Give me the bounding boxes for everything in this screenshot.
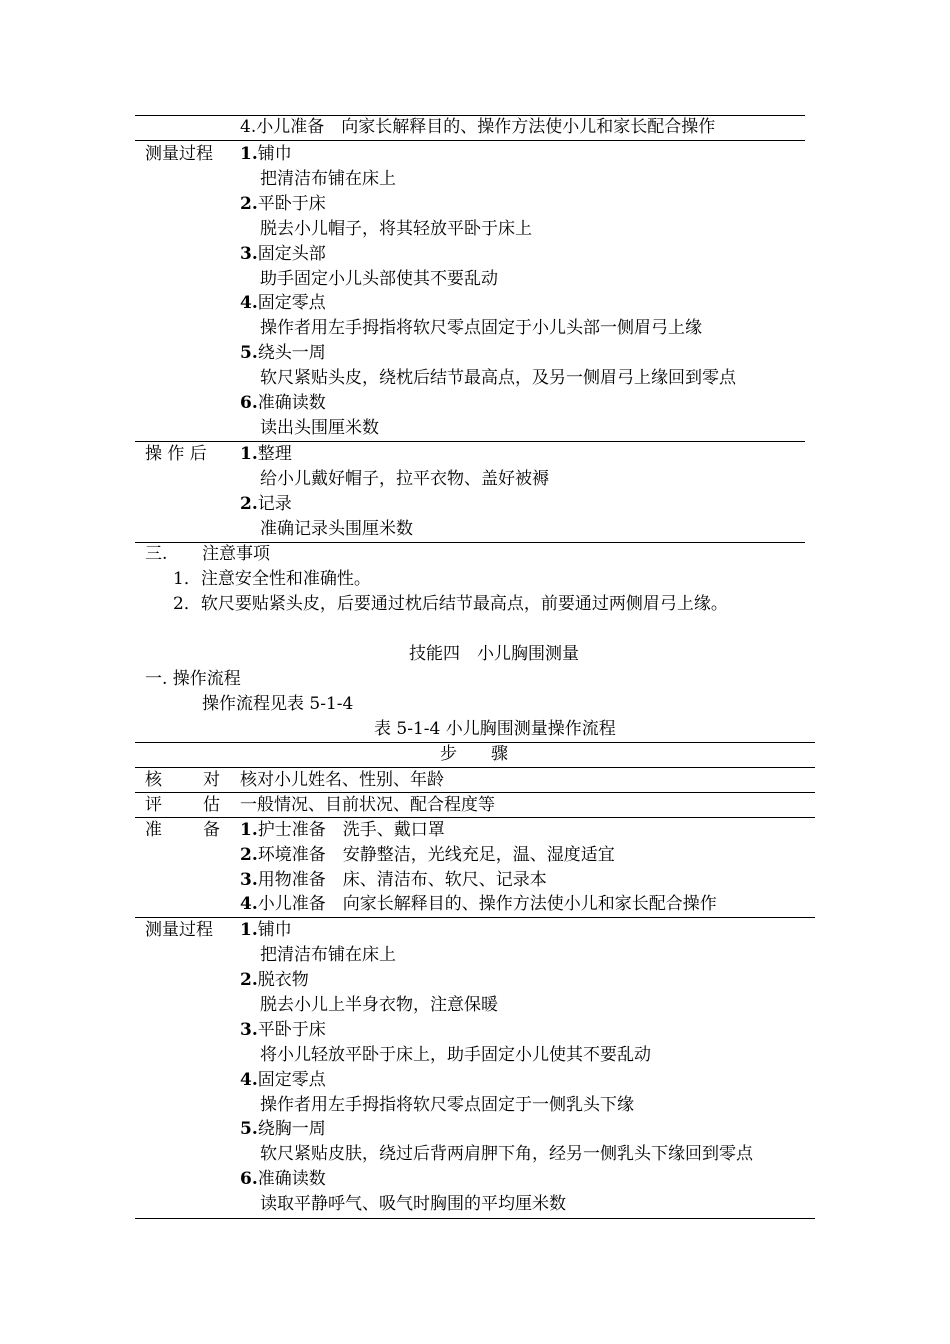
chest-step-2-title: 2.脱衣物 (240, 970, 309, 990)
prepare-item-2: 2.环境准备 安静整洁，光线充足，温、湿度适宜 (240, 845, 615, 865)
row-divider (135, 140, 805, 141)
chest-step-1-detail: 把清洁布铺在床上 (260, 945, 396, 965)
after-step-1-title: 1.整理 (240, 444, 292, 464)
table-caption: 表 5-1-4 小儿胸围测量操作流程 (374, 719, 616, 739)
row-label-prepare-a: 准 (145, 820, 162, 840)
table2-bottom-rule (135, 1218, 815, 1219)
row-label-measure: 测量过程 (145, 144, 213, 164)
prep-item-4: 4.小儿准备 向家长解释目的、操作方法使小儿和家长配合操作 (240, 117, 716, 137)
table2-header: 步 骤 (440, 744, 508, 764)
prepare-item-1: 1.护士准备 洗手、戴口罩 (240, 820, 445, 840)
chest-step-3-detail: 将小儿轻放平卧于床上，助手固定小儿使其不要乱动 (260, 1045, 651, 1065)
measure-step-4-title: 4.固定零点 (240, 293, 326, 313)
row-divider (135, 917, 815, 918)
measure-step-3-title: 3.固定头部 (240, 244, 326, 264)
measure-step-3-detail: 助手固定小儿头部使其不要乱动 (260, 269, 498, 289)
notes-heading: 注意事项 (202, 544, 270, 564)
sub-heading: 一. 操作流程 (145, 669, 241, 689)
chest-step-3-title: 3.平卧于床 (240, 1020, 326, 1040)
chest-step-5-detail: 软尺紧贴皮肤，绕过后背两肩胛下角，经另一侧乳头下缘回到零点 (260, 1144, 753, 1164)
measure-step-2-title: 2.平卧于床 (240, 194, 326, 214)
row-label-measure-2: 测量过程 (145, 920, 213, 940)
row-label-prepare-b: 备 (203, 820, 220, 840)
row-label-assess-b: 估 (203, 795, 220, 815)
notes-heading-number: 三. (145, 544, 168, 564)
measure-step-5-detail: 软尺紧贴头皮，绕枕后结节最高点，及另一侧眉弓上缘回到零点 (260, 368, 736, 388)
sub-text: 操作流程见表 5-1-4 (202, 694, 354, 714)
chest-step-6-title: 6.准确读数 (240, 1169, 326, 1189)
after-step-1-detail: 给小儿戴好帽子，拉平衣物、盖好被褥 (260, 469, 549, 489)
chest-step-6-detail: 读取平静呼气、吸气时胸围的平均厘米数 (260, 1194, 566, 1214)
row-divider (135, 441, 805, 442)
measure-step-6-title: 6.准确读数 (240, 393, 326, 413)
measure-step-2-detail: 脱去小儿帽子，将其轻放平卧于床上 (260, 219, 532, 239)
row-label-after: 操 作 后 (145, 444, 207, 464)
measure-step-5-title: 5.绕头一周 (240, 343, 326, 363)
after-step-2-title: 2.记录 (240, 494, 292, 514)
chest-step-5-title: 5.绕胸一周 (240, 1119, 326, 1139)
assess-text: 一般情况、目前状况、配合程度等 (240, 795, 495, 815)
chest-step-4-detail: 操作者用左手拇指将软尺零点固定于一侧乳头下缘 (260, 1095, 634, 1115)
measure-step-1-detail: 把清洁布铺在床上 (260, 169, 396, 189)
note-item-2: 2．软尺要贴紧头皮，后要通过枕后结节最高点，前要通过两侧眉弓上缘。 (173, 594, 728, 614)
row-divider (135, 817, 815, 818)
note-item-1: 1．注意安全性和准确性。 (173, 569, 371, 589)
row-label-check-a: 核 (145, 770, 162, 790)
table2-header-rule (135, 767, 815, 768)
measure-step-4-detail: 操作者用左手拇指将软尺零点固定于小儿头部一侧眉弓上缘 (260, 318, 702, 338)
prepare-item-4: 4.小儿准备 向家长解释目的、操作方法使小儿和家长配合操作 (240, 894, 717, 914)
row-label-assess-a: 评 (145, 795, 162, 815)
check-text: 核对小儿姓名、性别、年龄 (240, 770, 444, 790)
chest-step-2-detail: 脱去小儿上半身衣物，注意保暖 (260, 995, 498, 1015)
section-title: 技能四 小儿胸围测量 (409, 644, 579, 664)
measure-step-6-detail: 读出头围厘米数 (260, 418, 379, 438)
row-label-check-b: 对 (203, 770, 220, 790)
chest-step-1-title: 1.铺巾 (240, 920, 292, 940)
prepare-item-3: 3.用物准备 床、清洁布、软尺、记录本 (240, 870, 547, 890)
measure-step-1-title: 1.铺巾 (240, 144, 292, 164)
chest-step-4-title: 4.固定零点 (240, 1070, 326, 1090)
after-step-2-detail: 准确记录头围厘米数 (260, 519, 413, 539)
